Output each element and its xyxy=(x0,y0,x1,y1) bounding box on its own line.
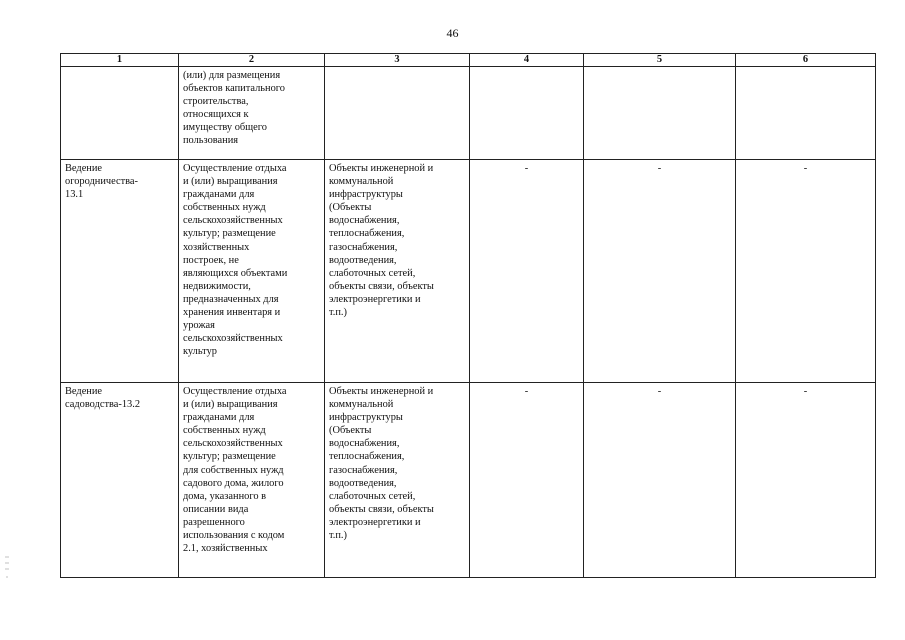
table-cell-col6: - xyxy=(736,160,876,383)
column-header: 1 xyxy=(61,54,179,67)
page-number: 46 xyxy=(446,26,459,40)
table-header-row xyxy=(61,54,876,67)
column-header: 3 xyxy=(325,54,470,67)
land-use-type-cell xyxy=(61,67,179,160)
table-cell-col4 xyxy=(470,67,584,160)
table-cell-col5 xyxy=(584,67,736,160)
column-header: 2 xyxy=(179,54,325,67)
column-header: 5 xyxy=(584,54,736,67)
permitted-objects-cell: Объекты инженерной и коммунальной инфраструктуры (Объекты водоснабжения, теплоснабжения, газоснабжения, водоотведения, слаботочных сетей, объекты связи, объекты электроэнергетики и т.п.) xyxy=(325,160,470,383)
column-header: 4 xyxy=(470,54,584,67)
table-cell-col4: - xyxy=(470,383,584,578)
land-use-description-cell: (или) для размещения объектов капитального строительства, относящихся к имуществу общего пользования xyxy=(179,67,325,160)
permitted-objects-cell: Объекты инженерной и коммунальной инфраструктуры (Объекты водоснабжения, теплоснабжения, газоснабжения, водоотведения, слаботочных сетей, объекты связи, объекты электроэнергетики и т.п.) xyxy=(325,383,470,578)
land-use-description-cell: Осуществление отдыха и (или) выращивания гражданами для собственных нужд сельскохозяйственных культур; размещение для собственных нужд садового дома, жилого дома, указанного в описании вида разрешенного использования с кодом 2.1, хозяйственных xyxy=(179,383,325,578)
land-use-description-cell: Осуществление отдыха и (или) выращивания гражданами для собственных нужд сельскохозяйственных культур; размещение хозяйственных построек, не являющихся объектами недвижимости, предназначенных для хранения инвентаря и урожая сельскохозяйственных культур xyxy=(179,160,325,383)
table-row xyxy=(61,160,876,383)
column-header: 6 xyxy=(736,54,876,67)
table-cell-col5: - xyxy=(584,383,736,578)
land-use-type-cell: Ведение садоводства-13.2 xyxy=(61,383,179,578)
permitted-objects-cell xyxy=(325,67,470,160)
land-use-table xyxy=(60,53,876,578)
land-use-type-cell: Ведение огородничества- 13.1 xyxy=(61,160,179,383)
table-row xyxy=(61,383,876,578)
table-row xyxy=(61,67,876,160)
scan-margin-mark xyxy=(4,555,10,585)
table-cell-col6: - xyxy=(736,383,876,578)
table-cell-col5: - xyxy=(584,160,736,383)
table-cell-col6 xyxy=(736,67,876,160)
table-cell-col4: - xyxy=(470,160,584,383)
